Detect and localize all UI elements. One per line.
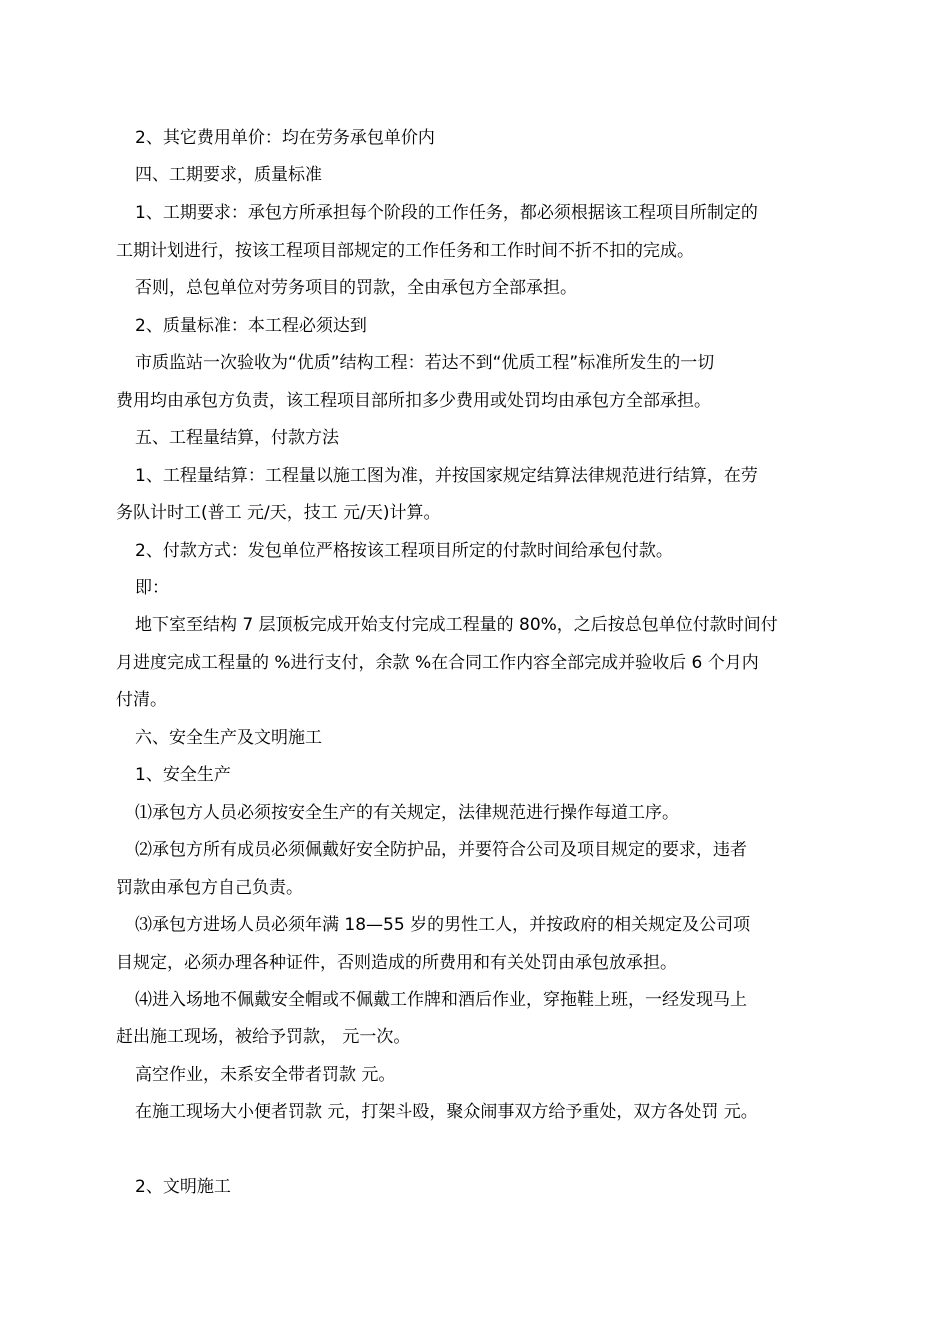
text-line: 月进度完成工程量的 %进行支付，余款 %在合同工作内容全部完成并验收后 6 个月内 [116,653,759,673]
text-line: 否则，总包单位对劳务项目的罚款，全由承包方全部承担。 [135,278,577,298]
text-line: ⑶承包方进场人员必须年满 18—55 岁的男性工人，并按政府的相关规定及公司项 [135,915,751,935]
text-line: 务队计时工(普工 元/天，技工 元/天)计算。 [116,503,441,523]
subsection-heading: 2、文明施工 [135,1177,231,1197]
text-line: 目规定，必须办理各种证件，否则造成的所费用和有关处罚由承包放承担。 [116,953,677,973]
text-line: 2、付款方式：发包单位严格按该工程项目所定的付款时间给承包付款。 [135,541,673,561]
section-heading: 六、安全生产及文明施工 [135,728,322,748]
section-heading: 四、工期要求，质量标准 [135,165,322,185]
text-line: 付清。 [116,690,167,710]
text-line: 在施工现场大小便者罚款 元，打架斗殴，聚众闹事双方给予重处，双方各处罚 元。 [135,1102,758,1122]
text-line: 2、质量标准：本工程必须达到 [135,316,367,336]
text-line: 1、工期要求：承包方所承担每个阶段的工作任务，都必须根据该工程项目所制定的 [135,203,758,223]
text-line: 地下室至结构 7 层顶板完成开始支付完成工程量的 80%，之后按总包单位付款时间付 [135,615,778,635]
text-line: 工期计划进行，按该工程项目部规定的工作任务和工作时间不折不扣的完成。 [116,241,694,261]
text-line: 费用均由承包方负责，该工程项目部所扣多少费用或处罚均由承包方全部承担。 [116,391,711,411]
text-line: 市质监站一次验收为“优质”结构工程：若达不到“优质工程”标准所发生的一切 [135,353,715,373]
text-line: ⑴承包方人员必须按安全生产的有关规定，法律规范进行操作每道工序。 [135,803,679,823]
text-line: 1、工程量结算：工程量以施工图为准，并按国家规定结算法律规范进行结算，在劳 [135,466,758,486]
text-line: 罚款由承包方自己负责。 [116,878,303,898]
text-line: 即： [135,578,169,598]
text-line: 高空作业，未系安全带者罚款 元。 [135,1065,396,1085]
section-heading: 五、工程量结算，付款方法 [135,428,339,448]
text-line: 赶出施工现场，被给予罚款， 元一次。 [116,1027,411,1047]
text-line: ⑵承包方所有成员必须佩戴好安全防护品，并要符合公司及项目规定的要求，违者 [135,840,747,860]
text-line: 2、其它费用单价：均在劳务承包单价内 [135,128,435,148]
subsection-heading: 1、安全生产 [135,765,231,785]
text-line: ⑷进入场地不佩戴安全帽或不佩戴工作牌和酒后作业，穿拖鞋上班，一经发现马上 [135,990,747,1010]
